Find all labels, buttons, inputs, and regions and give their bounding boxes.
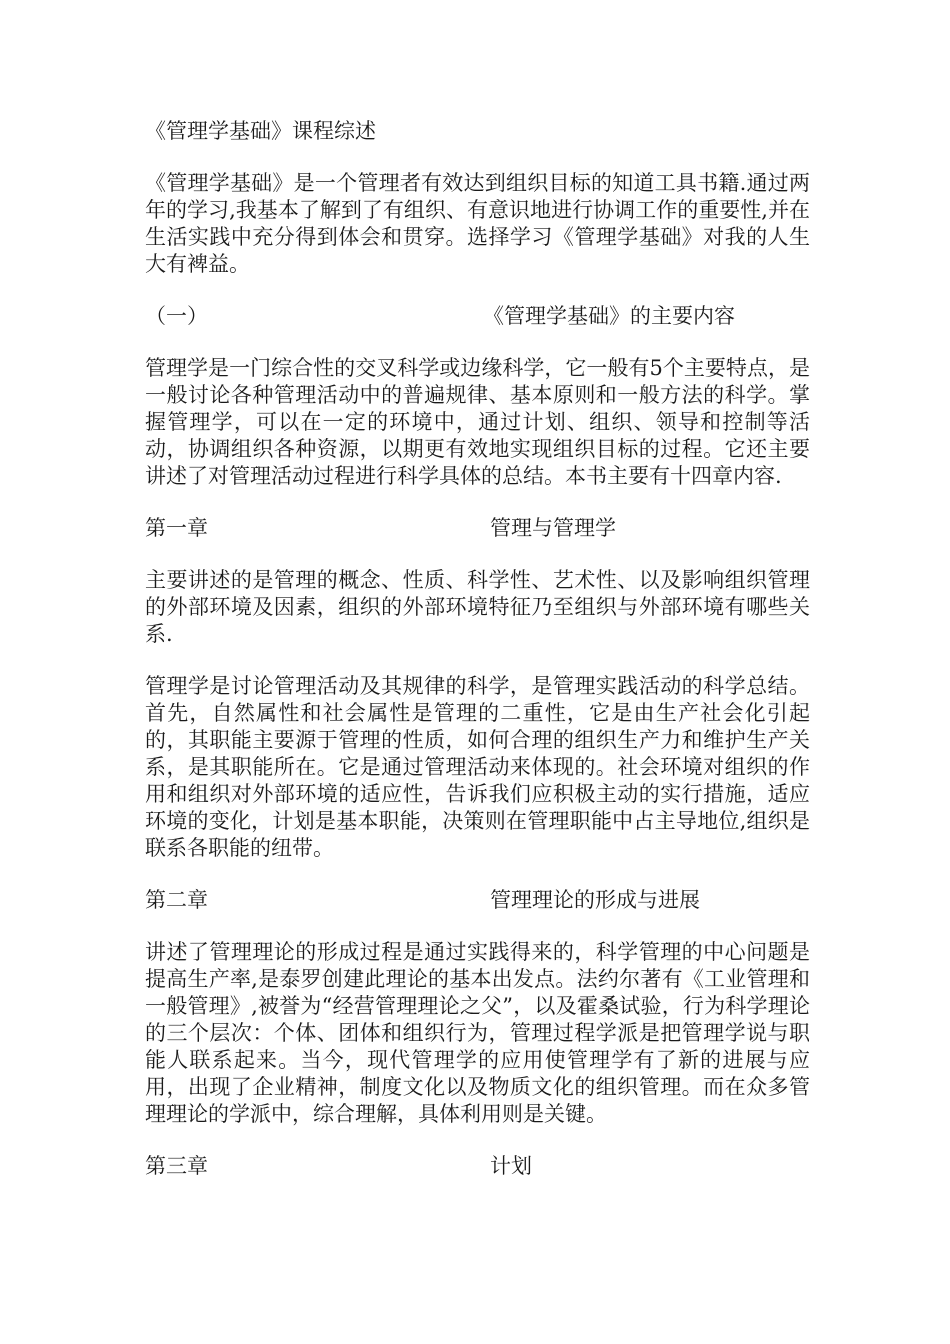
chapter1-heading <box>145 515 810 542</box>
section-heading <box>145 303 810 330</box>
section-title: 《管理学基础》的主要内容 <box>483 304 735 328</box>
chapter2-heading <box>145 887 810 914</box>
chapter1-paragraph-2: 管理学是讨论管理活动及其规律的科学，是管理实践活动的科学总结。首先，自然属性和社会属性是管理的二重性，它是由生产社会化引起的，其职能主要源于管理的性质，如何合理的组织生产力和维护生产关系，是其职能所在。它是通过管理活动来体现的。社会环境对组织的作用和组织对外部环境的适应性，告诉我们应积极主动的实行措施，适应环境的变化，计划是基本职能，决策则在管理职能中占主导地位,组织是联系各职能的纽带。 <box>145 674 810 860</box>
chapter2-paragraph: 讲述了管理理论的形成过程是通过实践得来的，科学管理的中心问题是提高生产率,是泰罗创建此理论的基本出发点。法约尔著有《工业管理和一般管理》,被誉为“经营管理理论之父”，以及霍桑试验，行为科学理论的三个层次：个体、团体和组织行为，管理过程学派是把管理学说与职能人联系起来。当今，现代管理学的应用使管理学有了新的进展与应用，出现了企业精神，制度文化以及物质文化的组织管理。而在众多管理理论的学派中，综合理解，具体利用则是关键。 <box>145 940 810 1126</box>
intro-paragraph: 《管理学基础》是一个管理者有效达到组织目标的知道工具书籍.通过两年的学习,我基本了解到了有组织、有意识地进行协调工作的重要性,并在生活实践中充分得到体会和贯穿。选择学习《管理学基础》对我的人生大有裨益。 <box>145 171 810 276</box>
chapter2-title: 管理理论的形成与进展 <box>490 888 700 912</box>
chapter2-number: 第二章 <box>145 888 208 912</box>
document-page <box>145 118 810 1205</box>
chapter3-title: 计划 <box>490 1154 532 1178</box>
section-body: 管理学是一门综合性的交叉科学或边缘科学，它一般有5个主要特点，是一般讨论各种管理活动中的普遍规律、基本原则和一般方法的科学。掌握管理学，可以在一定的环境中，通过计划、组织、领导和控制等活动，协调组织各种资源，以期更有效地实现组织目标的过程。它还主要讲述了对管理活动过程进行科学具体的总结。本书主要有十四章内容. <box>145 356 810 488</box>
section-number: （一） <box>145 304 208 328</box>
chapter1-paragraph-1: 主要讲述的是管理的概念、性质、科学性、艺术性、以及影响组织管理的外部环境及因素，组织的外部环境特征乃至组织与外部环境有哪些关系. <box>145 568 810 646</box>
chapter3-number: 第三章 <box>145 1154 208 1178</box>
chapter3-heading <box>145 1153 810 1180</box>
chapter1-number: 第一章 <box>145 516 208 540</box>
chapter1-title: 管理与管理学 <box>490 516 616 540</box>
document-title: 《管理学基础》课程综述 <box>145 119 376 143</box>
